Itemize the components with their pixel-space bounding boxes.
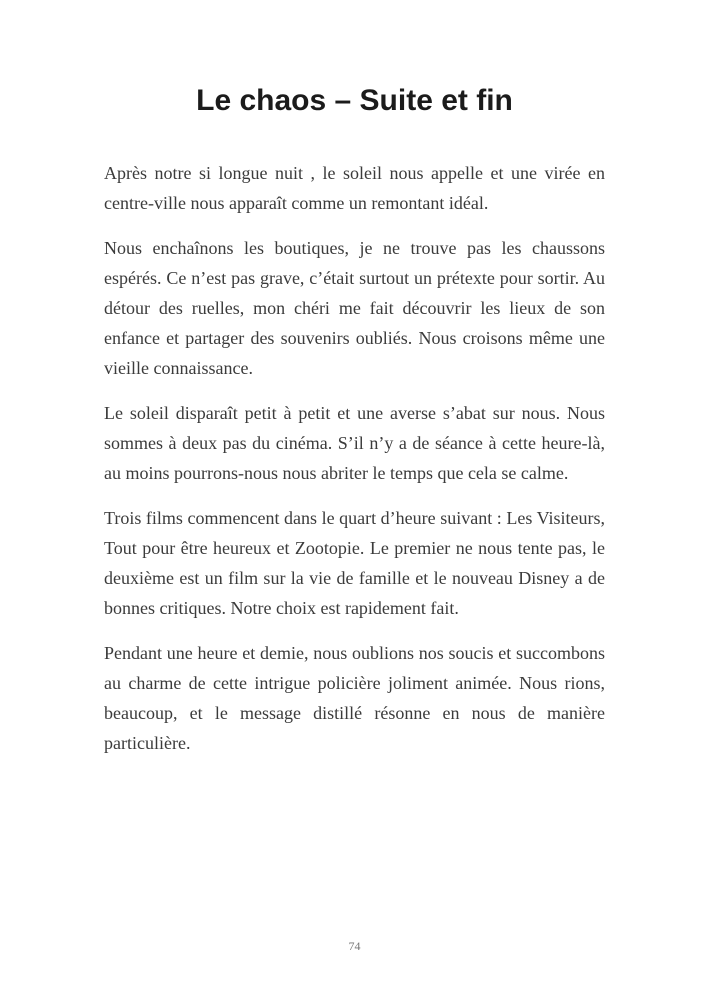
paragraph: Trois films commencent dans le quart d’heure suivant : Les Visiteurs, Tout pour être heureux et Zootopie. Le premier ne nous tente pas, le deuxième est un film sur la vie de famille et le nouveau Disney a de bonnes critiques. Notre choix est rapidement fait. xyxy=(104,508,605,618)
paragraph: Pendant une heure et demie, nous oublions nos soucis et succombons au charme de cette intrigue policière joliment animée. Nous rions, beaucoup, et le message distillé résonne en nous de manière particulière. xyxy=(104,643,605,753)
paragraph: Après notre si longue nuit , le soleil nous appelle et une virée en centre-ville nous apparaît comme un remontant idéal. xyxy=(104,163,605,213)
page-title: Le chaos – Suite et fin xyxy=(196,84,513,117)
paragraph: Le soleil disparaît petit à petit et une averse s’abat sur nous. Nous sommes à deux pas du cinéma. S’il n’y a de séance à cette heure-là, au moins pourrons-nous nous abriter le temps que cela se calme. xyxy=(104,403,605,483)
paragraph: Nous enchaînons les boutiques, je ne trouve pas les chaussons espérés. Ce n’est pas grave, c’était surtout un prétexte pour sortir. Au détour des ruelles, mon chéri me fait découvrir les lieux de son enfance et partager des souvenirs oubliés. Nous croisons même une vieille connaissance. xyxy=(104,238,605,378)
document-body xyxy=(104,158,605,758)
page-number: 74 xyxy=(348,939,361,953)
